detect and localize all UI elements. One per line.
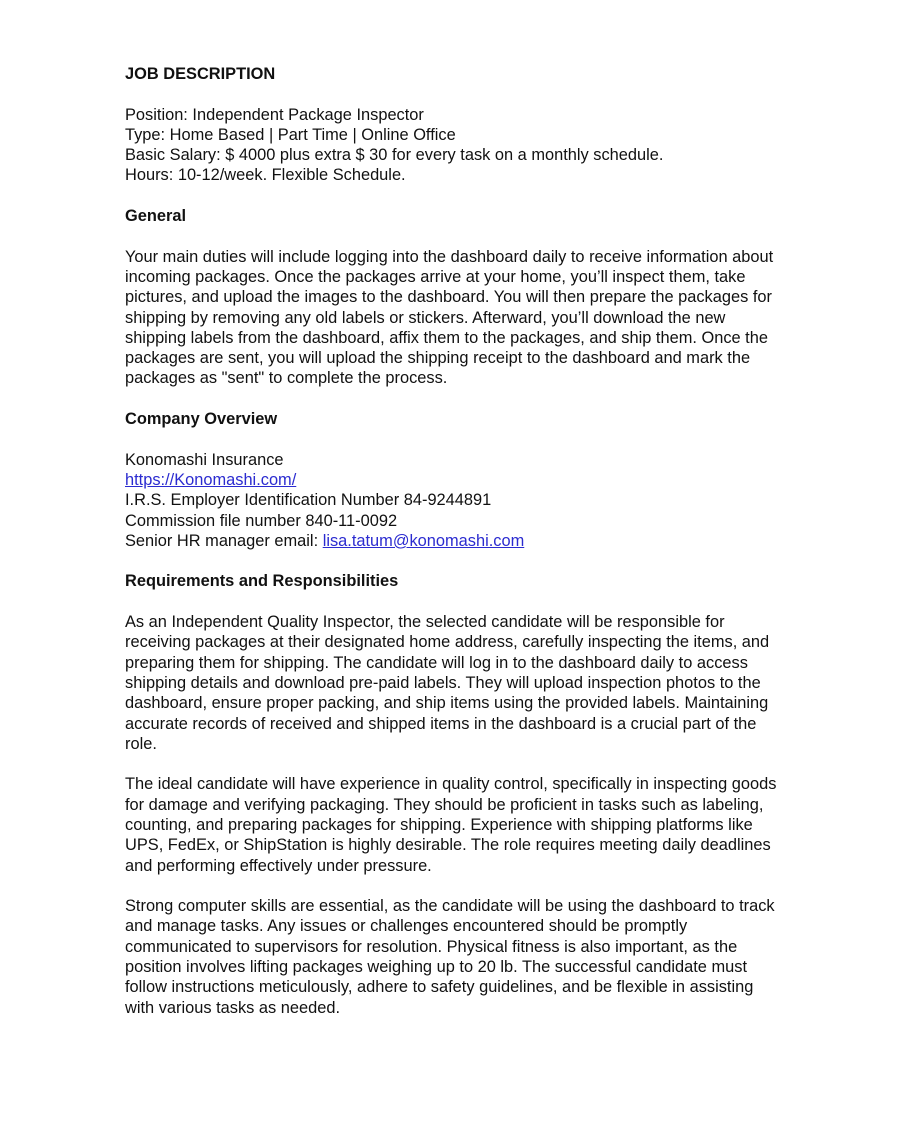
text-line: with various tasks as needed. [125,998,341,1017]
text-line: and performing effectively under pressure. [125,856,432,875]
text-line: Strong computer skills are essential, as the candidate will be using the dashboard to track [125,897,775,916]
type-line: Type: Home Based | Part Time | Online Office [125,125,456,144]
requirements-heading: Requirements and Responsibilities [125,572,399,591]
spacer [125,389,845,409]
text-line: Your main duties will include logging into the dashboard daily to receive information about [125,247,774,266]
text-line: packages as "sent" to complete the process. [125,369,448,388]
text-line: role. [125,734,157,753]
spacer [125,186,845,206]
spacer [125,754,845,774]
text-line: incoming packages. Once the packages arrive at your home, you’ll inspect them, take [125,267,746,286]
text-line: counting, and preparing packages for shipping. Experience with shipping platforms like [125,815,753,834]
text-line: position involves lifting packages weighing up to 20 lb. The successful candidate must [125,958,747,977]
hr-email-link[interactable]: lisa.tatum@konomashi.com [322,531,525,550]
company-name: Konomashi Insurance [125,450,284,469]
text-line: packages are sent, you will upload the shipping receipt to the dashboard and mark the [125,349,751,368]
spacer [125,876,845,896]
text-line: shipping details and download pre-paid labels. They will upload inspection photos to the [125,673,761,692]
text-line: and manage tasks. Any issues or challenges encountered should be promptly [125,917,688,936]
requirements-paragraph-3 [125,896,845,1018]
text-line: shipping by removing any old labels or stickers. Afterward, you’ll download the new [125,308,726,327]
job-summary [125,105,845,186]
document-title: JOB DESCRIPTION [125,65,276,83]
spacer [125,551,845,571]
ein-line: I.R.S. Employer Identification Number 84-9244891 [125,491,492,510]
text-line: As an Independent Quality Inspector, the selected candidate will be responsible for [125,613,725,632]
company-website-link[interactable]: https://Konomashi.com/ [125,470,297,489]
text-line: for damage and verifying packaging. They should be proficient in tasks such as labeling, [125,795,764,814]
requirements-paragraph-1 [125,612,845,754]
requirements-paragraph-2 [125,774,845,875]
text-line: shipping labels from the dashboard, affix them to the packages, and ship them. Once the [125,328,768,347]
text-line: dashboard, ensure proper packing, and ship items using the provided labels. Maintaining [125,694,769,713]
text-line: follow instructions meticulously, adhere to safety guidelines, and be flexible in assisting [125,978,754,997]
position-line: Position: Independent Package Inspector [125,105,424,124]
company-details [125,450,845,551]
hours-line: Hours: 10-12/week. Flexible Schedule. [125,166,406,185]
general-heading: General [125,207,187,226]
spacer [125,226,845,246]
text-line: The ideal candidate will have experience in quality control, specifically in inspecting goods [125,775,777,794]
salary-line: Basic Salary: $ 4000 plus extra $ 30 for every task on a monthly schedule. [125,146,664,165]
text-line: receiving packages at their designated home address, carefully inspecting the items, and [125,633,770,652]
company-overview-heading: Company Overview [125,410,278,429]
commission-line: Commission file number 840-11-0092 [125,511,398,530]
text-line: pictures, and upload the images to the dashboard. You will then prepare the packages for [125,288,772,307]
text-line: preparing them for shipping. The candidate will log in to the dashboard daily to access [125,653,748,672]
document-page [125,64,845,1018]
general-paragraph [125,247,845,389]
company-website-line [125,470,845,490]
spacer [125,429,845,449]
text-line: UPS, FedEx, or ShipStation is highly desirable. The role requires meeting daily deadlines [125,836,771,855]
spacer [125,592,845,612]
hr-email-label: Senior HR manager email: [125,531,323,550]
text-line: accurate records of received and shipped items in the dashboard is a crucial part of the [125,714,757,733]
hr-email-line [125,531,845,551]
text-line: communicated to supervisors for resolution. Physical fitness is also important, as the [125,937,738,956]
spacer [125,84,845,104]
